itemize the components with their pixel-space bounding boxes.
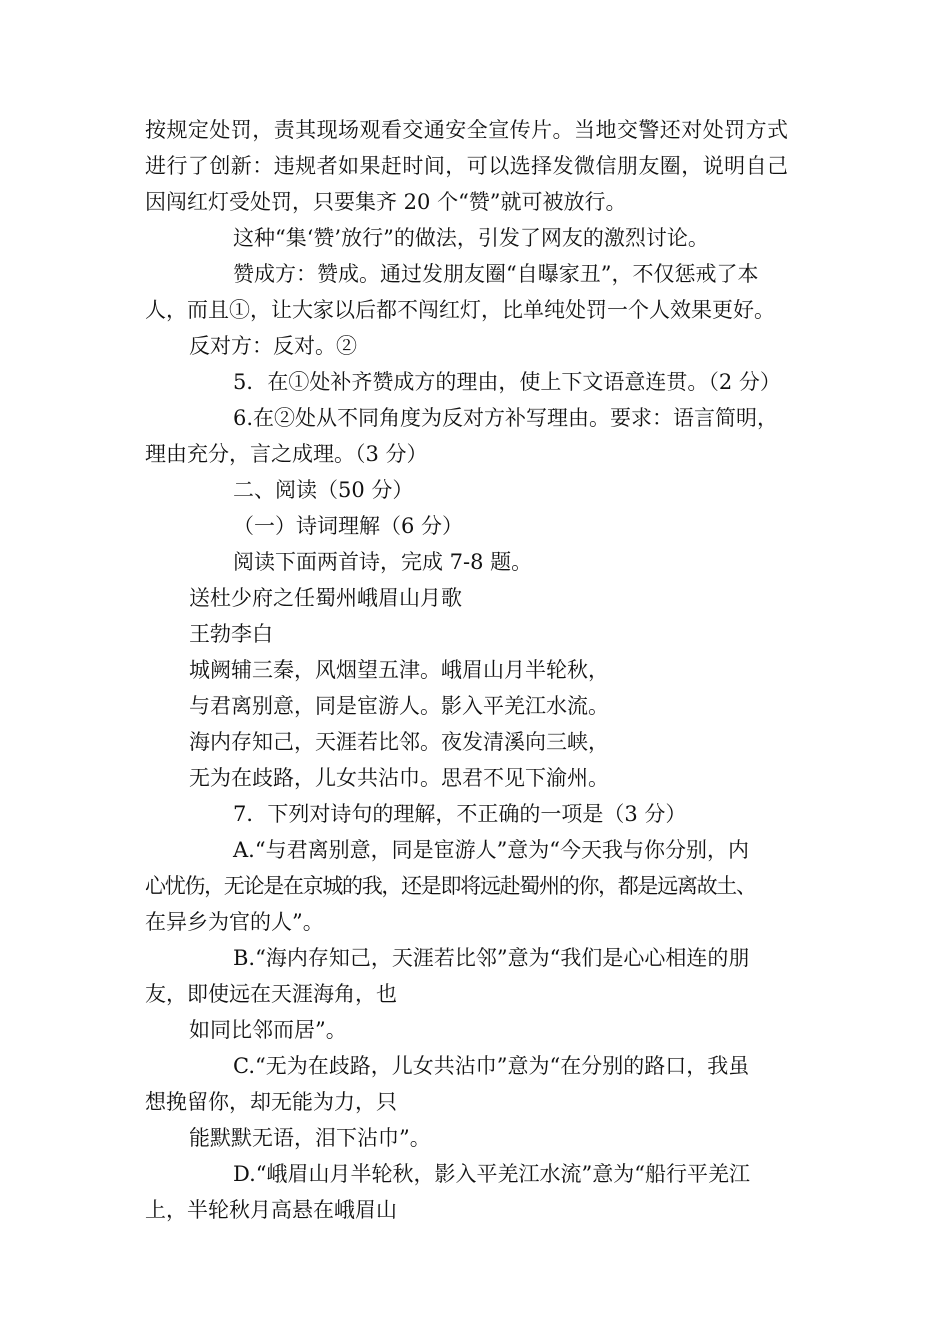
question-7: 7．下列对诗句的理解，不正确的一项是（3 分） <box>233 802 687 826</box>
text-line: 心忧伤，无论是在京城的我，还是即将远赴蜀州的你，都是远离故土、 <box>145 874 756 898</box>
option-b: B.“海内存知己，天涯若比邻”意为“我们是心心相连的朋 <box>233 946 750 970</box>
text-line: 反对方：反对。② <box>189 334 357 358</box>
text-line: 在异乡为官的人”。 <box>145 910 324 934</box>
text-line: 想挽留你，却无能为力，只 <box>145 1090 397 1114</box>
text-line: 能默默无语，泪下沾巾”。 <box>189 1126 431 1150</box>
text-line: 按规定处罚，责其现场观看交通安全宣传片。当地交警还对处罚方式 <box>145 118 789 142</box>
option-c: C.“无为在歧路，儿女共沾巾”意为“在分别的路口，我虽 <box>233 1054 750 1078</box>
poem-line: 城阙辅三秦，风烟望五津。峨眉山月半轮秋， <box>189 658 609 682</box>
poem-line: 与君离别意，同是宦游人。影入平羌江水流。 <box>189 694 609 718</box>
text-line: 人，而且①，让大家以后都不闯红灯，比单纯处罚一个人效果更好。 <box>145 298 775 322</box>
section-heading: 二、阅读（50 分） <box>233 478 414 502</box>
poem-titles: 送杜少府之任蜀州峨眉山月歌 <box>189 586 462 610</box>
text-line: 友，即使远在天涯海角，也 <box>145 982 397 1006</box>
poem-authors: 王勃李白 <box>189 622 273 646</box>
question-5: 5．在①处补齐赞成方的理由，使上下文语意连贯。（2 分） <box>233 370 781 394</box>
poem-line: 海内存知己，天涯若比邻。夜发清溪向三峡， <box>189 730 609 754</box>
text-line: 赞成方：赞成。通过发朋友圈“自曝家丑”，不仅惩戒了本 <box>233 262 759 286</box>
text-line: 理由充分，言之成理。（3 分） <box>145 442 428 466</box>
poem-line: 无为在歧路，儿女共沾巾。思君不见下渝州。 <box>189 766 609 790</box>
text-line: 上，半轮秋月高悬在峨眉山 <box>145 1198 397 1222</box>
question-6: 6.在②处从不同角度为反对方补写理由。要求：语言简明， <box>233 406 779 430</box>
subsection-heading: （一）诗词理解（6 分） <box>233 514 464 538</box>
text-line: 进行了创新：违规者如果赶时间，可以选择发微信朋友圈，说明自己 <box>145 154 789 178</box>
option-a: A.“与君离别意，同是宦游人”意为“今天我与你分别，内 <box>233 838 750 862</box>
text-line: 因闯红灯受处罚，只要集齐 20 个“赞”就可被放行。 <box>145 190 627 214</box>
option-d: D.“峨眉山月半轮秋，影入平羌江水流”意为“船行平羌江 <box>233 1162 750 1186</box>
text-line: 这种“集‘赞’放行”的做法，引发了网友的激烈讨论。 <box>233 226 709 250</box>
text-line: 如同比邻而居”。 <box>189 1018 347 1042</box>
instruction-line: 阅读下面两首诗，完成 7-8 题。 <box>233 550 533 574</box>
